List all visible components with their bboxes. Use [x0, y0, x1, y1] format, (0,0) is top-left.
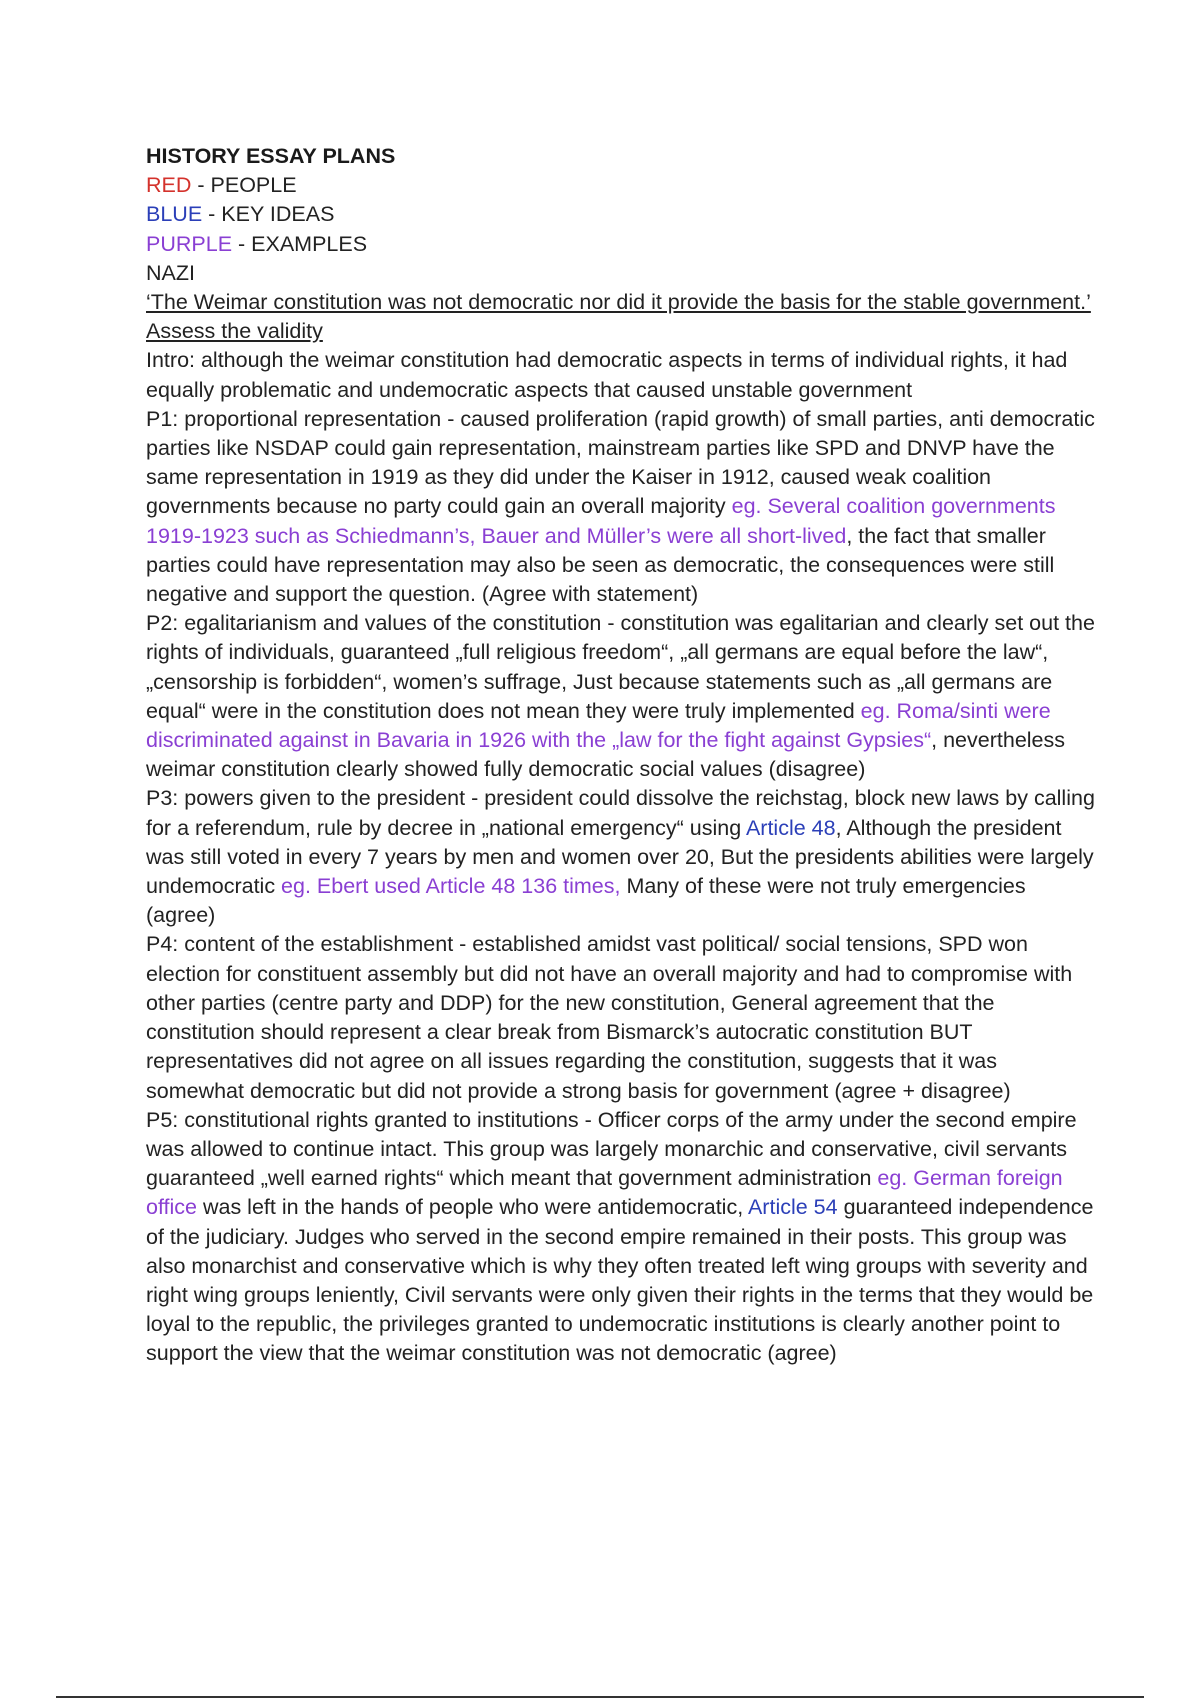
p3-text-a: P3: powers given to the president - president could dissolve the reichstag, block new laws by calling for a referendum, rule by decree in „national emergency“ using: [146, 786, 1095, 840]
p2-text-b: , nevertheless weimar constitution clearly showed fully democratic social values (disagree): [146, 728, 1066, 782]
legend-people: [146, 171, 1096, 200]
paragraph-2: [146, 609, 1096, 784]
paragraph-5: [146, 1106, 1096, 1369]
p5-example: eg. German foreign office: [146, 1166, 1063, 1220]
legend-examples-label: PURPLE: [146, 231, 233, 256]
legend-key-ideas-label: BLUE: [146, 202, 203, 227]
p5-text-c: guaranteed independence of the judiciary. Judges who served in the second empire remained in their posts. This group was also monarchist and conservative which is why they often treated left wing groups with severity and right wing groups leniently, Civil servants were only given their rights in the terms that they would be loyal to the republic, the privileges granted to undemocratic institutions is clearly another point to support the view that the weimar constitution was not democratic (agree): [146, 1195, 1094, 1366]
legend-examples-text: - EXAMPLES: [232, 231, 368, 256]
p3-text-c: Many of these were not truly emergencies (agree): [146, 874, 1026, 928]
p5-text-a: P5: constitutional rights granted to institutions - Officer corps of the army under the second empire was allowed to continue intact. This group was largely monarchic and conservative, civil servants guaranteed „well earned rights“ which meant that government administration: [146, 1107, 1077, 1191]
p5-key-idea: Article 54: [747, 1195, 838, 1220]
essay-plan-page: [146, 142, 1096, 1369]
p3-key-idea: Article 48: [745, 815, 836, 840]
p1-example: eg. Several coalition governments 1919-1923 such as Schiedmann’s, Bauer and Müller’s were all short-lived: [146, 494, 1056, 548]
intro-paragraph: Intro: although the weimar constitution had democratic aspects in terms of individual rights, it had equally problematic and undemocratic aspects that caused unstable government: [146, 348, 1068, 402]
p1-text-b: , the fact that smaller parties could have representation may also be seen as democratic, the consequences were still negative and support the question. (Agree with statement): [146, 523, 1055, 607]
legend-people-label: RED: [146, 173, 192, 198]
topic-label: NAZI: [146, 260, 195, 285]
paragraph-4: P4: content of the establishment - established amidst vast political/ social tensions, SPD won election for constituent assembly but did not have an overall majority and had to compromise with other parties (centre party and DDP) for the new constitution, General agreement that the constitution should represent a clear break from Bismarck’s autocratic constitution BUT representatives did not agree on all issues regarding the constitution, suggests that it was somewhat democratic but did not provide a strong basis for government (agree + disagree): [146, 932, 1073, 1103]
page-title: HISTORY ESSAY PLANS: [146, 144, 396, 168]
legend-key-ideas: [146, 200, 1096, 229]
legend-examples: [146, 230, 1096, 259]
p3-text-b: , Although the president was still voted in every 7 years by men and women over 20, But the presidents abilities were largely undemocratic: [146, 815, 1094, 899]
p2-text-a: P2: egalitarianism and values of the constitution - constitution was egalitarian and clearly set out the rights of individuals, guaranteed „full religious freedom“, „all germans are equal before the law“, „censorship is forbidden“, women’s suffrage, Just because statements such as „all germans are equal“ were in the constitution does not mean they were truly implemented: [146, 611, 1095, 723]
bottom-divider: [56, 1696, 1144, 1698]
p2-example: eg. Roma/sinti were discriminated against in Bavaria in 1926 with the „law for the fight against Gypsies“: [146, 698, 1051, 753]
paragraph-3: [146, 784, 1096, 930]
p3-example: eg. Ebert used Article 48 136 times,: [281, 874, 621, 899]
legend-people-text: - PEOPLE: [191, 173, 297, 198]
p5-text-b: was left in the hands of people who were antidemocratic,: [197, 1195, 748, 1220]
essay-question: ‘The Weimar constitution was not democratic nor did it provide the basis for the stable government.’ Assess the validity: [146, 290, 1091, 344]
p1-text-a: P1: proportional representation - caused proliferation (rapid growth) of small parties, anti democratic parties like NSDAP could gain representation, mainstream parties like SPD and DNVP have the same representation in 1919 as they did under the Kaiser in 1912, caused weak coalition governments because no party could gain an overall majority: [146, 406, 1095, 519]
legend-key-ideas-text: - KEY IDEAS: [202, 202, 335, 227]
paragraph-1: [146, 405, 1096, 609]
